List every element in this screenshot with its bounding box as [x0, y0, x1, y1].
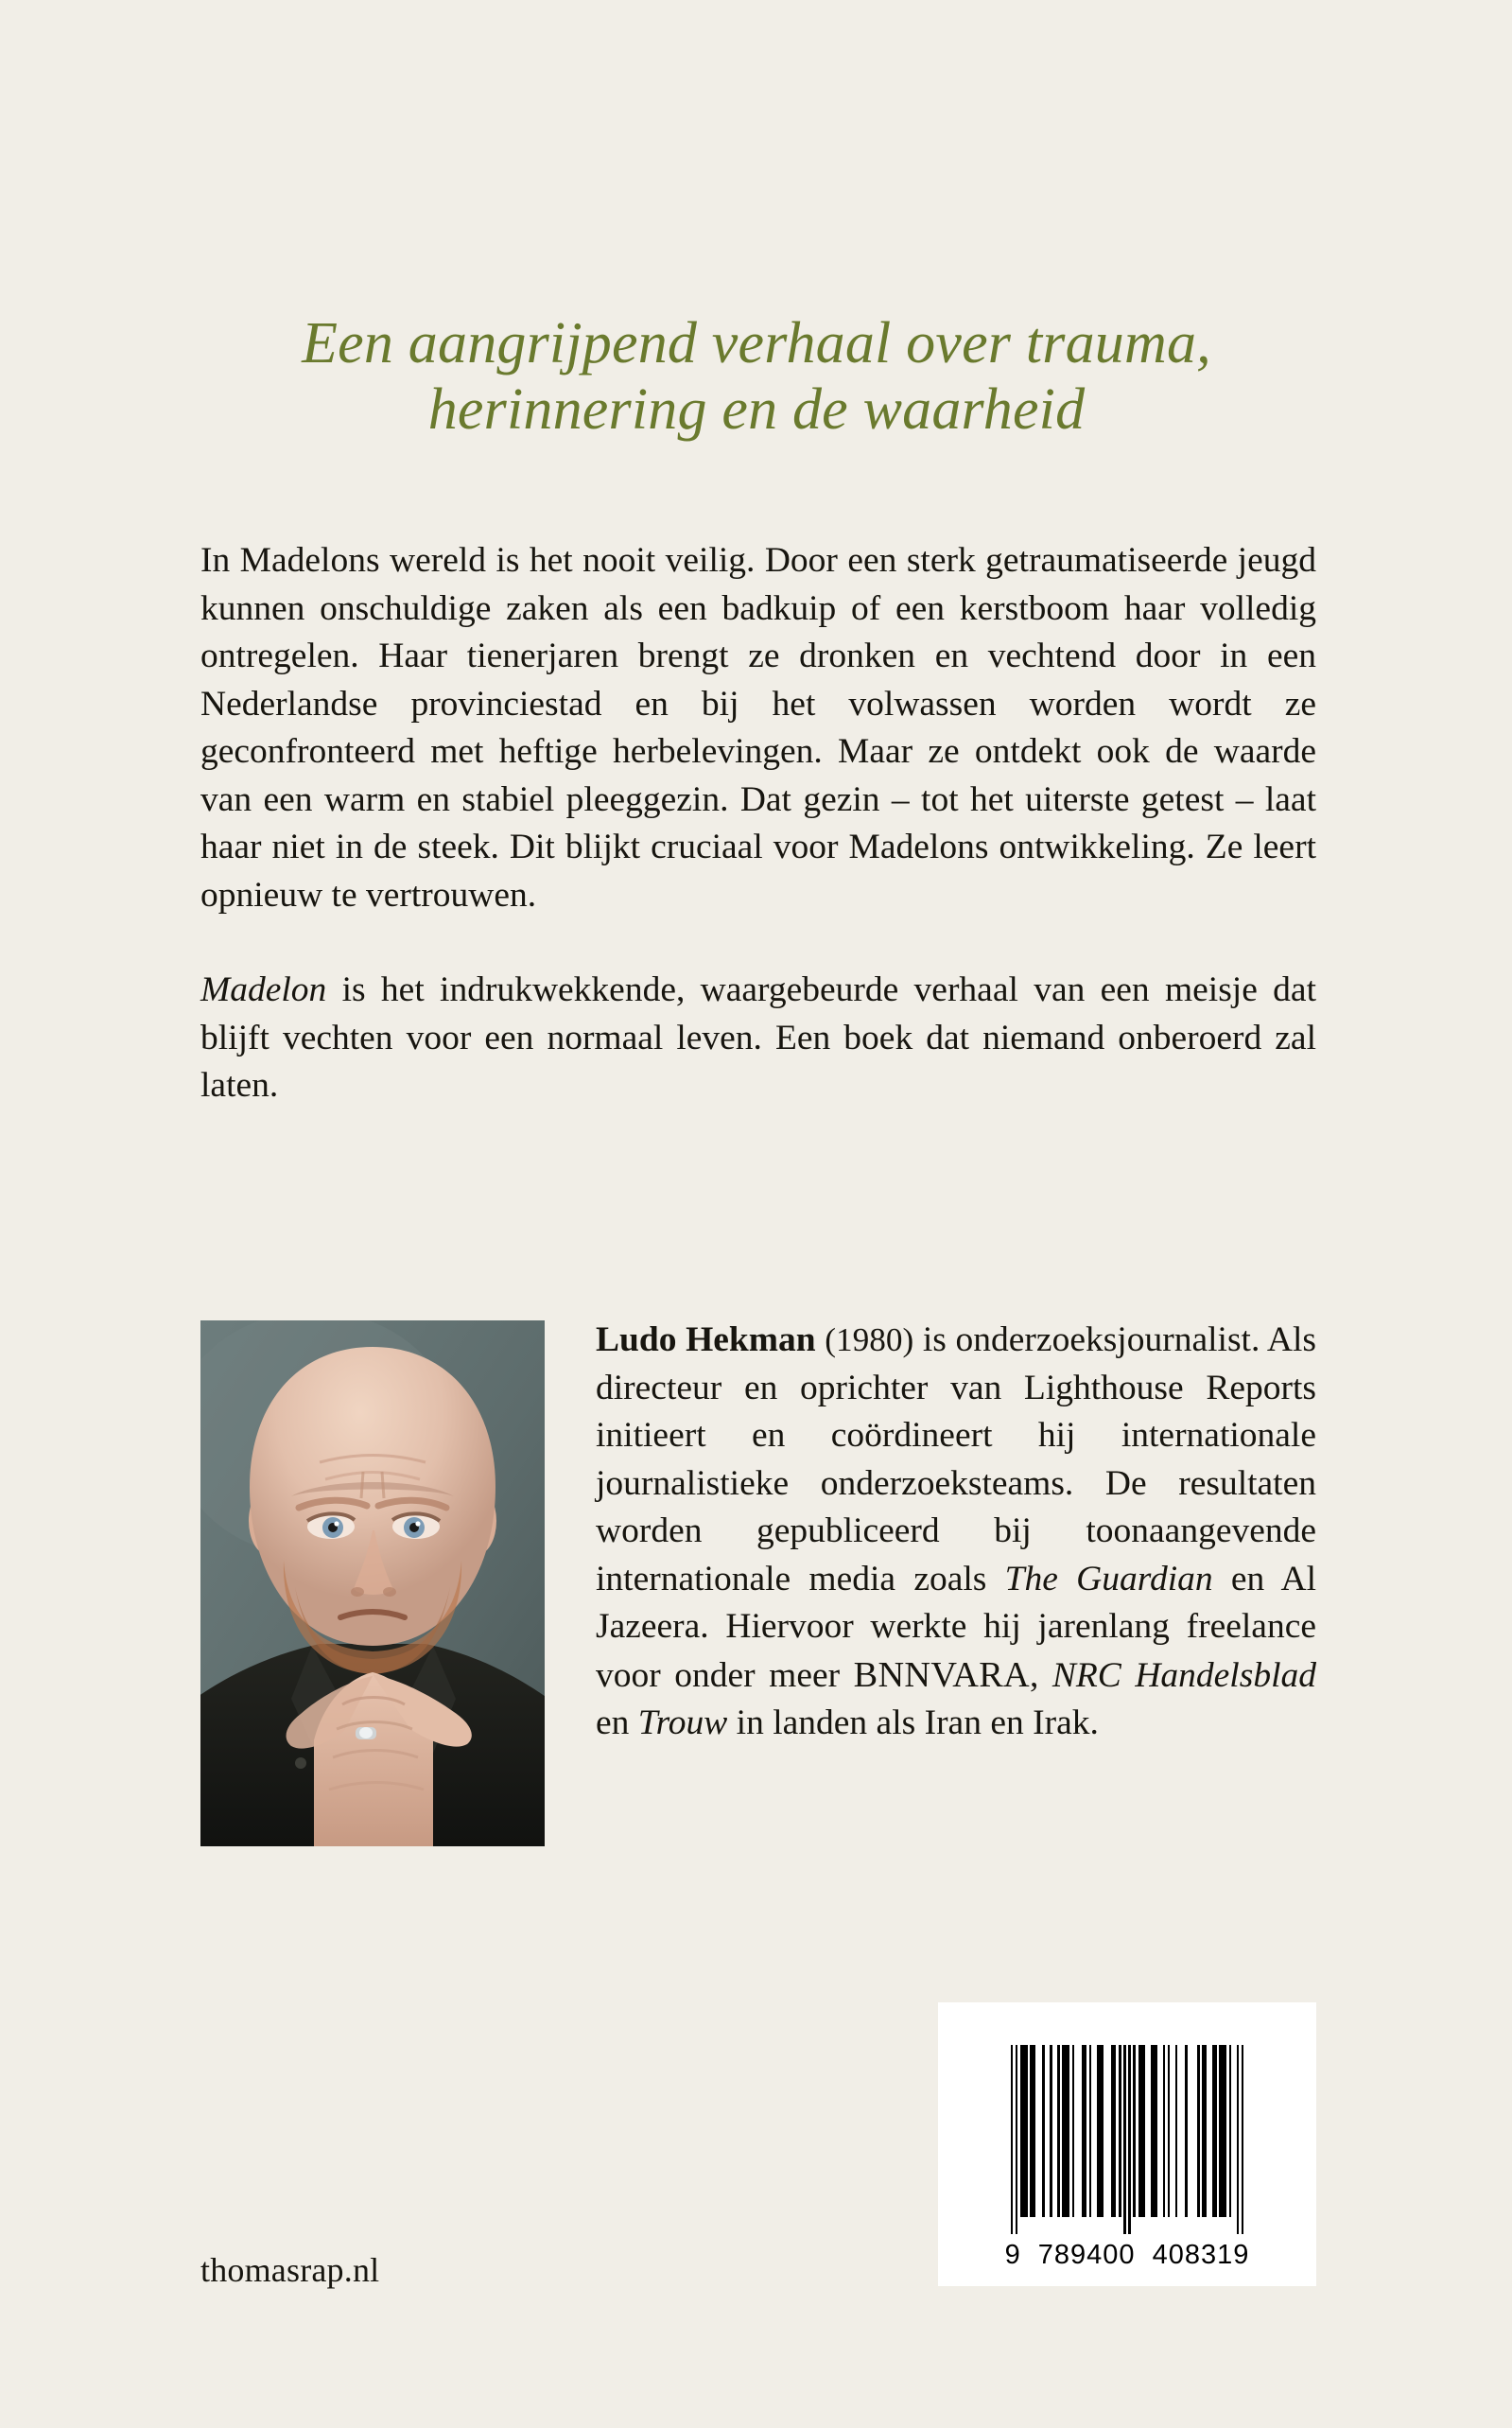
author-portrait-photo: [200, 1320, 545, 1846]
barcode-digit-group-1: 9: [1004, 2240, 1021, 2270]
headline-line-2: herinnering en de waarheid: [427, 377, 1086, 443]
page-title: [199, 310, 1314, 443]
broadcaster-bnnvara: BNNVARA: [853, 1654, 1030, 1695]
barcode-digits: [938, 2240, 1316, 2271]
author-birth-year: (1980): [825, 1321, 914, 1358]
blurb-paragraph-2: [200, 967, 1316, 1110]
author-bio-part-3: ,: [1029, 1655, 1052, 1695]
blurb-paragraph-1: In Madelons wereld is het nooit veilig. Door een sterk getraumatiseerde jeugd kunnen onschuldige zaken als een badkuip of een kerstboom haar volledig ontregelen. Haar tienerjaren brengt ze dronken en vechtend door in een Nederlandse provinciestad en bij het volwassen worden wordt ze geconfronteerd met heftige herbelevingen. Maar ze ontdekt ook de waarde van een warm en stabiel pleeggezin. Dat gezin – tot het uiterste getest – laat haar niet in de steek. Dit blijkt cruciaal voor Madelons ontwikkeling. Ze leert opnieuw te vertrouwen.: [200, 541, 1316, 915]
media-trouw: Trouw: [637, 1703, 728, 1742]
book-title-italic: Madelon: [200, 970, 327, 1009]
author-bio: [596, 1317, 1316, 1748]
media-the-guardian: The Guardian: [1004, 1559, 1213, 1598]
author-bio-part-1: is onderzoeksjournalist. Als directeur en oprichter van Lighthouse Reports initieert en coördineert hij internationale journalistieke onderzoeksteams. De resultaten worden gepubliceerd bij toonaangevende internationale media zoals: [596, 1320, 1316, 1598]
author-bio-part-2: en Al Jazeera. Hiervoor werkte hij jarenlang freelance voor onder meer: [596, 1559, 1317, 1695]
publisher-website[interactable]: thomasrap.nl: [200, 2251, 380, 2289]
author-name: Ludo Hekman: [596, 1320, 816, 1359]
author-bio-part-4: en: [596, 1703, 638, 1742]
blurb-section: [200, 537, 1316, 1110]
media-nrc-handelsblad: NRC Handelsblad: [1051, 1655, 1316, 1695]
barcode-digit-group-2: 789400: [1037, 2240, 1136, 2270]
barcode-digit-group-3: 408319: [1152, 2240, 1250, 2270]
barcode-bars: [1011, 2045, 1244, 2234]
blurb-paragraph-2-rest: is het indrukwekkende, waargebeurde verhaal van een meisje dat blijft vechten voor een normaal leven. Een boek dat niemand onberoerd zal laten.: [200, 970, 1316, 1105]
headline-line-1: Een aangrijpend verhaal over trauma,: [302, 311, 1211, 376]
isbn-barcode: [938, 2002, 1316, 2286]
author-bio-part-5: in landen als Iran en Irak.: [727, 1703, 1099, 1742]
